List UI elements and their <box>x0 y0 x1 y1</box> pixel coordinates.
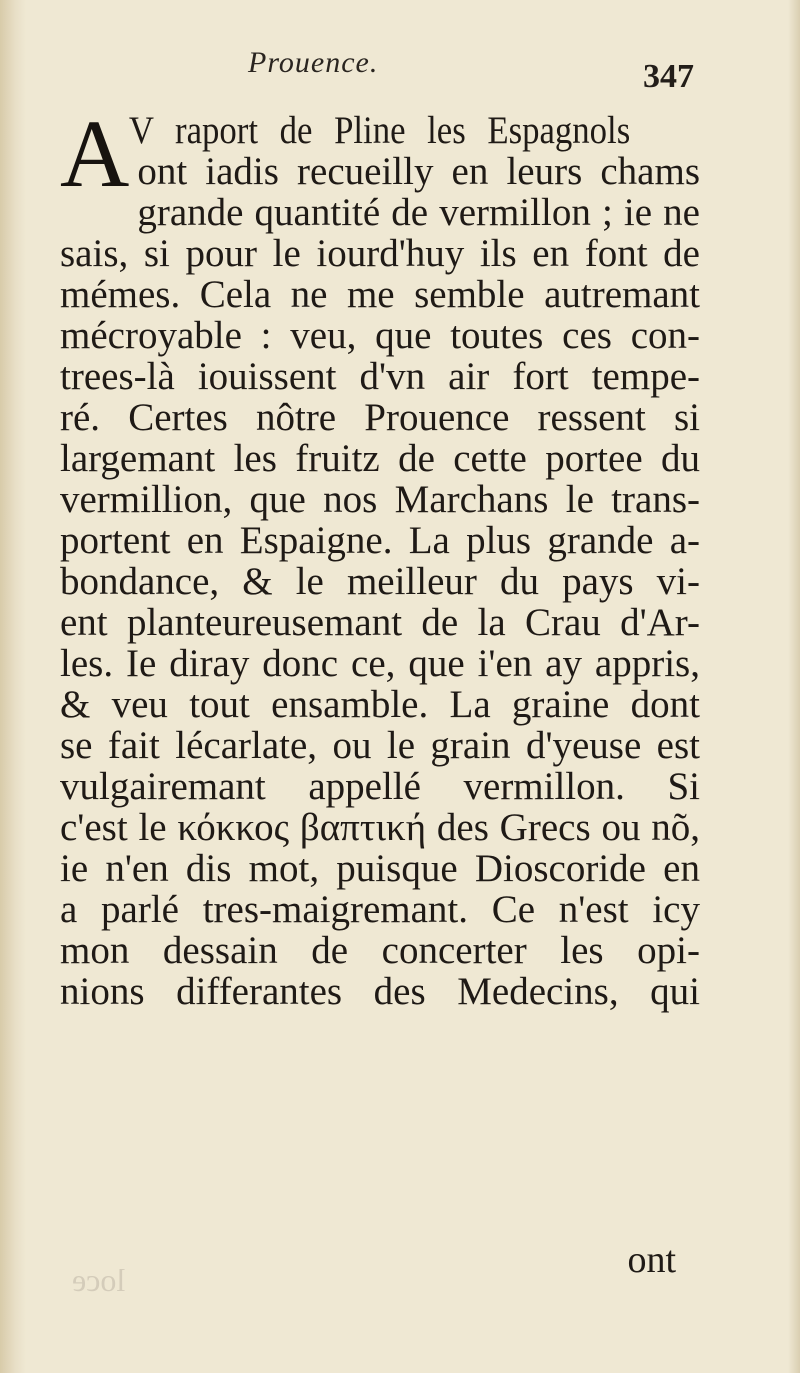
text-line: grande quantité de vermillon ; ie ne <box>137 191 700 234</box>
text-line: ie n'en dis mot, puisque Dioscoride en <box>60 847 700 890</box>
text-line: trees-là iouissent d'vn air fort tempe- <box>60 355 700 398</box>
text-line: bondance, & le meilleur du pays vi- <box>60 560 700 603</box>
bleed-through-text: loce <box>72 1262 126 1298</box>
page-edge <box>788 0 800 1373</box>
page-number: 347 <box>643 58 694 95</box>
text-line: V raport de Pline les Espagnols <box>128 109 631 152</box>
text-line: vulgairemant appellé vermillon. Si <box>60 765 700 808</box>
text-line: a parlé tres-maigremant. Ce n'est icy <box>60 888 700 931</box>
text-line: portent en Espaigne. La plus grande a- <box>60 519 700 562</box>
text-line: ré. Certes nôtre Prouence ressent si <box>60 396 700 439</box>
drop-cap: A <box>60 100 130 207</box>
text-line: mécroyable : veu, que toutes ces con- <box>60 314 700 357</box>
catchword: ont <box>627 1239 676 1281</box>
text-line: ent planteureusemant de la Crau d'Ar- <box>60 601 700 644</box>
text-line: les. Ie diray donc ce, que i'en ay appris, <box>60 642 700 685</box>
text-line: mémes. Cela ne me semble autremant <box>60 273 700 316</box>
text-line: mon dessain de concerter les opi- <box>60 929 700 972</box>
text-line: & veu tout ensamble. La graine dont <box>60 683 700 726</box>
body-text <box>60 100 700 1013</box>
text-line: ont iadis recueilly en leurs chams <box>137 150 700 193</box>
page-gutter <box>0 0 26 1373</box>
page-header <box>60 44 700 104</box>
text-line: c'est le κόκκος βαπτική des Grecs ou nõ, <box>60 806 700 849</box>
text-line: se fait lécarlate, ou le grain d'yeuse est <box>60 724 700 767</box>
running-head: Prouence. <box>248 46 379 79</box>
text-line: vermillion, que nos Marchans le trans- <box>60 478 700 521</box>
text-line: largemant les fruitz de cette portee du <box>60 437 700 480</box>
text-line: sais, si pour le iourd'huy ils en font de <box>60 232 700 275</box>
text-line: nions differantes des Medecins, qui <box>60 970 700 1013</box>
